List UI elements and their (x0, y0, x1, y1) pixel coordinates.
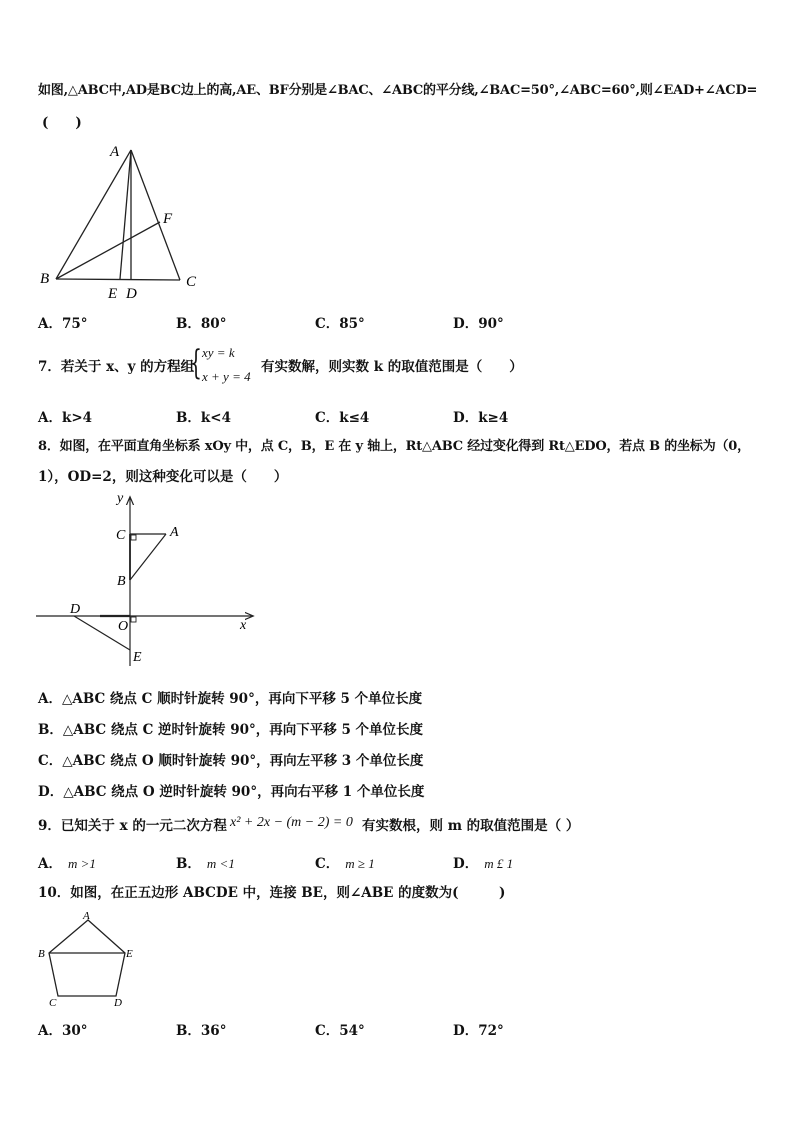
q8-label-b: B (117, 574, 126, 589)
q6-option-a: A．75° (38, 316, 88, 332)
q9-option-c-letter: C． (315, 856, 340, 872)
q9-equation: x² + 2x − (m − 2) = 0 (230, 815, 353, 830)
q6-option-b: B．80° (176, 316, 227, 332)
q6-label-b: B (40, 271, 50, 287)
q10-pentagon (49, 920, 125, 996)
q10-option-c: C．54° (315, 1023, 365, 1039)
q7-equation-1: xy = k (202, 345, 235, 360)
q7-option-a: A．k>4 (38, 410, 93, 426)
q7-option-c: C．k≤4 (315, 410, 370, 426)
q9-option-b-letter: B． (176, 856, 201, 872)
q9-option-a-letter: A． (38, 856, 62, 872)
q8-right-angle-c (131, 535, 136, 540)
q8-option-a: A．△ABC 绕点 C 顺时针旋转 90°，再向下平移 5 个单位长度 (38, 691, 423, 707)
q10-label-e: E (126, 948, 133, 960)
q9-option-d (453, 852, 513, 872)
q8-stem-line2: 1），OD=2，则这种变化可以是（ ） (38, 469, 288, 485)
q8-label-e: E (133, 650, 142, 665)
q10-label-a: A (83, 910, 90, 922)
q6-label-d: D (126, 286, 137, 302)
q8-segment-ba (130, 534, 166, 580)
q8-option-d: D．△ABC 绕点 O 逆时针旋转 90°，再向右平移 1 个单位长度 (38, 784, 425, 800)
q8-coordinate-figure (30, 488, 262, 678)
q8-label-x: x (240, 618, 247, 633)
q10-option-a: A．30° (38, 1023, 88, 1039)
q10-stem: 10．如图，在正五边形 ABCDE 中，连接 BE，则∠ABE 的度数为( ) (38, 885, 506, 901)
q8-label-d: D (70, 602, 81, 617)
q10-label-d: D (114, 997, 122, 1008)
q7-option-d: D．k≥4 (453, 410, 509, 426)
q6-stem-line2: ( ) (42, 115, 82, 131)
q7-equation-2: x + y = 4 (202, 369, 251, 384)
q9-option-d-letter: D． (453, 856, 479, 872)
q9-option-c-value: m ≥ 1 (345, 856, 375, 871)
q6-triangle-figure (30, 138, 220, 306)
q8-label-a: A (170, 525, 179, 540)
q6-label-c: C (186, 274, 197, 290)
q10-option-b: B．36° (176, 1023, 227, 1039)
q6-stem-line1: 如图,△ABC中,AD是BC边上的高,AE、BF分别是∠BAC、∠ABC的平分线,∠BAC=50°,∠ABC=60°,则∠EAD+∠ACD= (38, 83, 758, 98)
q9-stem-prefix: 9．已知关于 x 的一元二次方程 (38, 818, 227, 834)
q10-pentagon-figure (36, 908, 140, 1008)
q8-right-angle-o (131, 617, 136, 622)
q8-option-c: C．△ABC 绕点 O 顺时针旋转 90°，再向左平移 3 个单位长度 (38, 753, 424, 769)
q6-bisector-ae (120, 150, 131, 279)
q9-stem-suffix: 有实数根，则 m 的取值范围是（ ） (362, 818, 580, 834)
q9-option-b-value: m <1 (206, 856, 235, 871)
q6-bisector-bf (56, 222, 160, 279)
q10-label-b: B (38, 948, 45, 960)
q6-label-f: F (163, 211, 173, 227)
q9-option-b (176, 852, 235, 872)
q8-label-o: O (118, 619, 129, 634)
q6-side-ab (56, 150, 131, 279)
q7-stem-suffix: 有实数解，则实数 k 的取值范围是（ ） (261, 359, 523, 375)
q6-option-c: C．85° (315, 316, 365, 332)
q6-label-a: A (110, 144, 120, 160)
q6-label-e: E (108, 286, 118, 302)
q7-system-brace: { (190, 343, 202, 383)
q6-side-ac (131, 150, 180, 280)
q9-option-d-value: m £ 1 (484, 856, 514, 871)
q8-label-y: y (117, 491, 124, 506)
q6-side-bc (56, 279, 180, 280)
q10-label-c: C (49, 997, 57, 1008)
q9-option-a (38, 852, 96, 872)
q7-option-b: B．k<4 (176, 410, 231, 426)
q7-stem-prefix: 7．若关于 x、y 的方程组 (38, 359, 195, 375)
q8-option-b: B．△ABC 绕点 C 逆时针旋转 90°，再向下平移 5 个单位长度 (38, 722, 424, 738)
q9-option-a-value: m >1 (67, 856, 96, 871)
q6-option-d: D．90° (453, 316, 504, 332)
q8-label-c: C (116, 528, 126, 543)
q9-option-c (315, 852, 375, 872)
q8-stem-line1: 8．如图，在平面直角坐标系 xOy 中，点 C，B，E 在 y 轴上，Rt△ABC 经过变化得到 Rt△EDO，若点 B 的坐标为（0， (38, 439, 750, 454)
q10-option-d: D．72° (453, 1023, 504, 1039)
